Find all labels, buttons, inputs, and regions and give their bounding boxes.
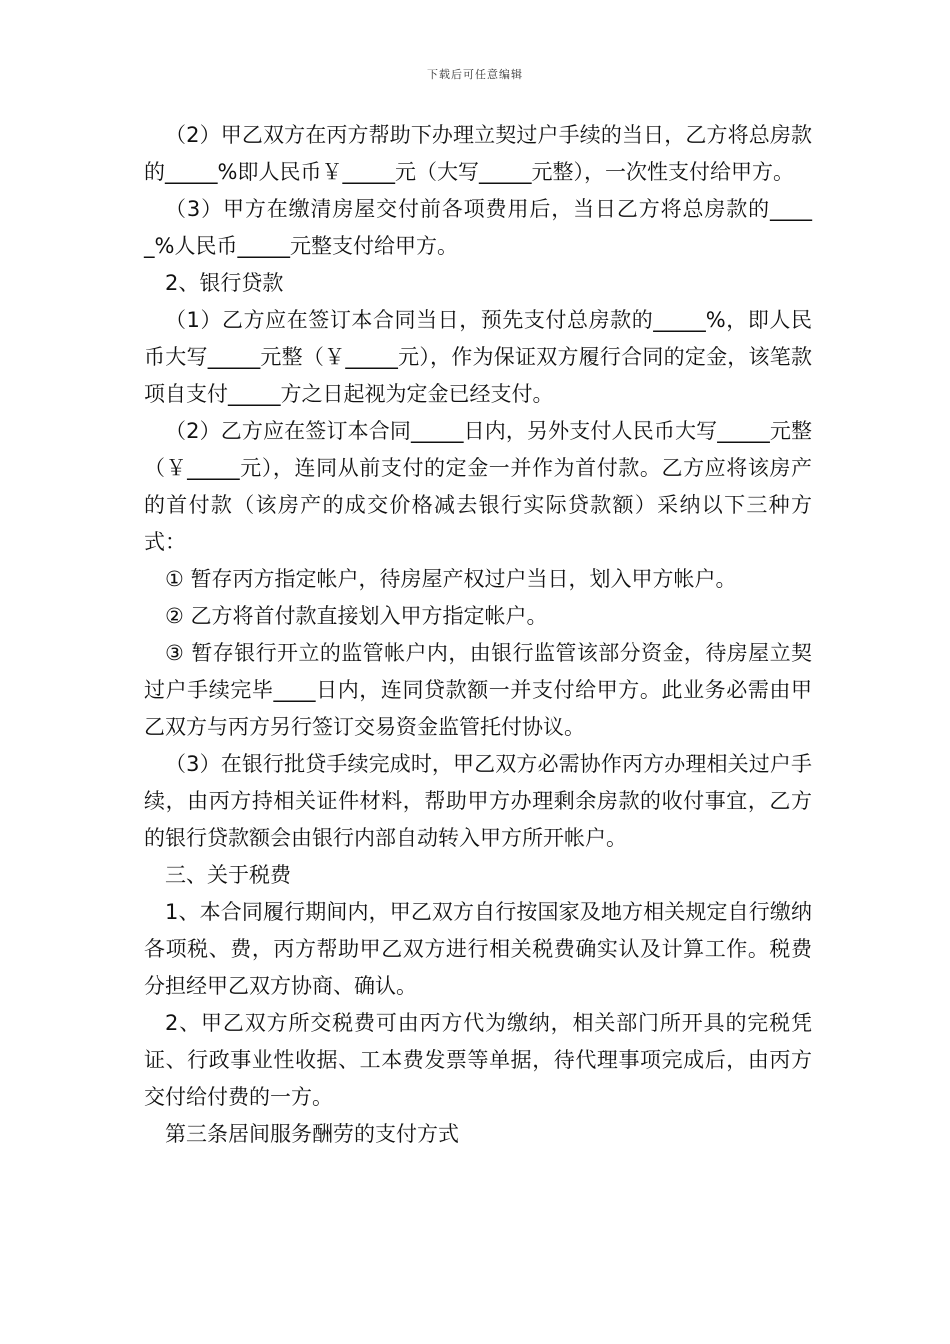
- section-heading-bank-loan: 2、银行贷款: [165, 271, 284, 295]
- paragraph-3: （1）乙方应在签订本合同当日，预先支付总房款的_____%，即人民币大写_____元整（￥_____元），作为保证双方履行合同的定金，该笔款项自支付_____方之日起视为定金已经支付。: [144, 308, 812, 406]
- paragraph-2: （3）甲方在缴清房屋交付前各项费用后，当日乙方将总房款的_____%人民币_____元整支付给甲方。: [144, 197, 812, 258]
- article-heading: 第三条居间服务酬劳的支付方式: [165, 1122, 459, 1146]
- option-3: ③ 暂存银行开立的监管帐户内，由银行监管该部分资金，待房屋立契过户手续完毕____日内，连同贷款额一并支付给甲方。此业务必需由甲乙双方与丙方另行签订交易资金监管托付协议。: [144, 641, 812, 739]
- paragraph-4: （2）乙方应在签订本合同_____日内，另外支付人民币大写_____元整（￥_____元），连同从前支付的定金一并作为首付款。乙方应将该房产的首付款（该房产的成交价格减去银行实际贷款额）采纳以下三种方式：: [144, 419, 812, 554]
- paragraph-1: （2）甲乙双方在丙方帮助下办理立契过户手续的当日，乙方将总房款的_____%即人民币￥_____元（大写_____元整），一次性支付给甲方。: [144, 123, 812, 184]
- document-body: [144, 117, 812, 1153]
- section-heading-taxes: 三、关于税费: [165, 863, 291, 887]
- option-2: ② 乙方将首付款直接划入甲方指定帐户。: [165, 604, 548, 628]
- option-1: ① 暂存丙方指定帐户，待房屋产权过户当日，划入甲方帐户。: [165, 567, 737, 591]
- paragraph-5: （3）在银行批贷手续完成时，甲乙双方必需协作丙方办理相关过户手续，由丙方持相关证件材料，帮助甲方办理剩余房款的收付事宜，乙方的银行贷款额会由银行内部自动转入甲方所开帐户。: [144, 752, 812, 850]
- page-header: 下载后可任意编辑: [427, 68, 523, 81]
- paragraph-6: 1、本合同履行期间内，甲乙双方自行按国家及地方相关规定自行缴纳各项税、费，丙方帮助甲乙双方进行相关税费确实认及计算工作。税费分担经甲乙双方协商、确认。: [144, 900, 812, 998]
- paragraph-7: 2、甲乙双方所交税费可由丙方代为缴纳，相关部门所开具的完税凭证、行政事业性收据、工本费发票等单据，待代理事项完成后，由丙方交付给付费的一方。: [144, 1011, 812, 1109]
